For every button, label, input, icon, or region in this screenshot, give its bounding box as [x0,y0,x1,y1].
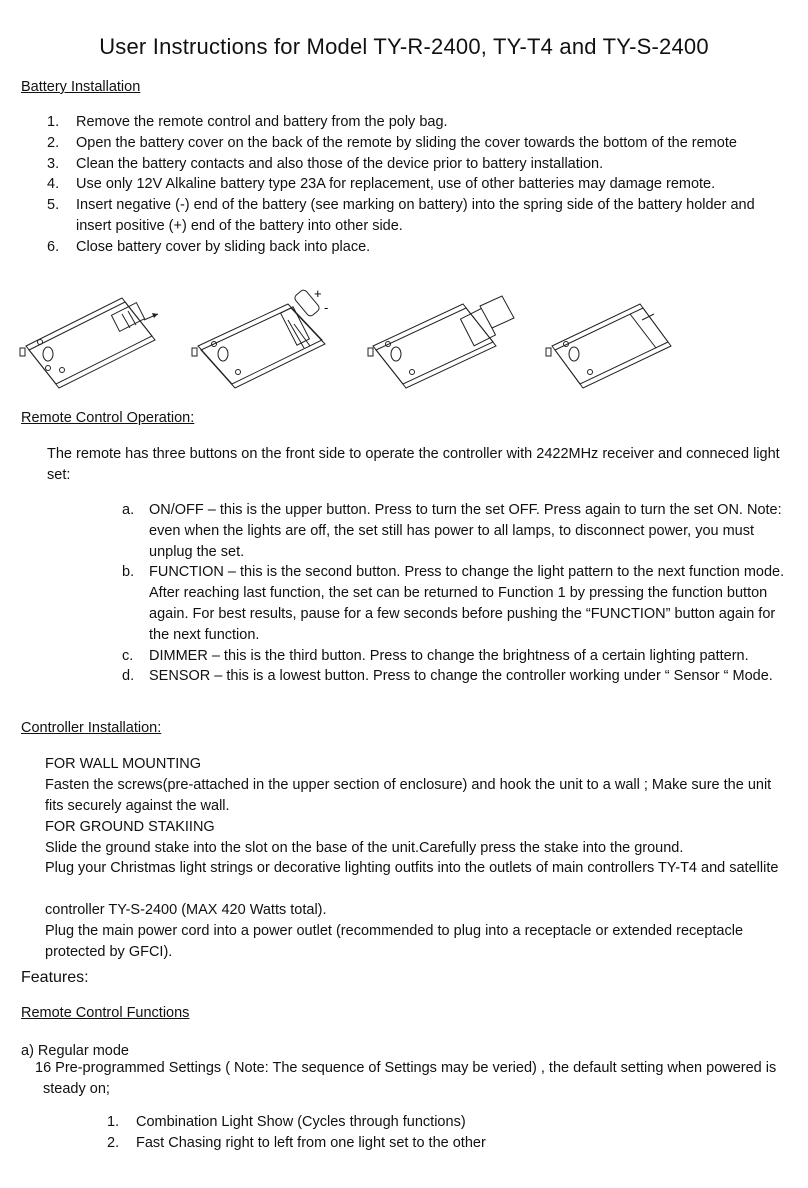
ground-staking-title: FOR GROUND STAKIING [45,819,215,835]
power-cord-text: Plug the main power cord into a power outlet (recommended to plug into a receptacle or extended receptacle protected by GFCI). [45,923,744,960]
list-text: ON/OFF – this is the upper button. Press to turn the set OFF. Press again to turn the set ON. Note: even when the lights are off, the set still has power to all lamps, to disconnect power, you must unplug the set. [149,502,782,560]
list-number: 5. [47,197,60,214]
list-item [21,174,787,195]
list-text: SENSOR – this is a lowest button. Press to change the controller working under “ Sensor “ Mode. [149,668,773,685]
list-text: Remove the remote control and battery from the poly bag. [76,114,448,130]
controller-installation-heading: Controller Installation: [21,720,162,736]
list-item [21,646,791,667]
page-title: User Instructions for Model TY-R-2400, TY-T4 and TY-S-2400 [99,34,709,59]
remote-cover-open-illustration [20,298,158,388]
features-heading: Features: [21,969,89,986]
list-number: 4. [47,176,60,193]
plug-lights-text: Plug your Christmas light strings or decorative lighting outfits into the outlets of main controllers TY-T4 and satellite [45,860,779,876]
regular-mode-description: 16 Pre-programmed Settings ( Note: The sequence of Settings may be veried) , the default setting when powered is steady on; [35,1060,777,1097]
remote-battery-insert-illustration [192,286,328,388]
remote-operation-intro: The remote has three buttons on the front side to operate the controller with 2422MHz receiver and conneced light set: [47,446,780,483]
remote-cover-beside-illustration [368,296,514,388]
list-text: Fast Chasing right to left from one light set to the other [136,1134,486,1151]
list-letter: b. [122,564,135,581]
remote-functions-heading: Remote Control Functions [21,1005,190,1021]
list-text: DIMMER – this is the third button. Press to change the brightness of a certain lighting pattern. [149,647,749,664]
satellite-controller-text: controller TY-S-2400 (MAX 420 Watts total). [45,902,327,918]
list-item [21,1112,787,1133]
list-number: 6. [47,238,60,255]
list-letter: d. [122,668,135,685]
list-letter: c. [122,647,134,664]
list-number: 3. [47,155,60,172]
list-number: 1. [47,114,60,130]
minus-sign: - [324,300,329,315]
list-text: Use only 12V Alkaline battery type 23A for replacement, use of other batteries may damage remote. [76,176,716,193]
list-text: FUNCTION – this is the second button. Press to change the light pattern to the next function mode. After reaching last function, the set can be returned to Function 1 by pressing the function button again. For best results, pause for a few seconds before pushing the “FUNCTION” button again for the next function. [149,564,785,643]
list-item [21,154,787,175]
remote-buttons-list [21,500,791,687]
wall-mounting-title: FOR WALL MOUNTING [45,756,202,772]
list-letter: a. [122,502,135,518]
list-item [21,195,787,237]
plus-sign: + [314,286,322,301]
battery-installation-illustration [18,284,718,394]
list-item [21,112,787,133]
wall-mounting-text: Fasten the screws(pre-attached in the upper section of enclosure) and hook the unit to a wall ; Make sure the unit fits securely against the wall. [45,777,772,814]
list-item [21,237,787,258]
list-text: Close battery cover by sliding back into place. [76,238,371,255]
remote-closed-illustration [546,304,671,388]
settings-list [21,1112,787,1154]
list-item [21,1133,787,1154]
list-text: Insert negative (-) end of the battery (see marking on battery) into the spring side of the battery holder and insert positive (+) end of the battery into other side. [76,197,755,234]
list-number: 1. [107,1114,120,1130]
list-item [21,500,791,562]
list-text: Clean the battery contacts and also those of the device prior to battery installation. [76,155,604,172]
list-number: 2. [107,1134,120,1151]
list-number: 2. [47,134,60,151]
list-item [21,666,791,687]
remote-operation-heading: Remote Control Operation: [21,410,195,426]
regular-mode-label: a) Regular mode [21,1043,129,1059]
list-text: Open the battery cover on the back of the remote by sliding the cover towards the bottom of the remote [76,134,737,151]
battery-installation-heading: Battery Installation [21,79,141,95]
list-item [21,133,787,154]
list-item [21,562,791,645]
list-text: Combination Light Show (Cycles through functions) [136,1114,466,1130]
ground-staking-text: Slide the ground stake into the slot on the base of the unit.Carefully press the stake into the ground. [45,840,684,856]
battery-steps-list [21,112,787,258]
